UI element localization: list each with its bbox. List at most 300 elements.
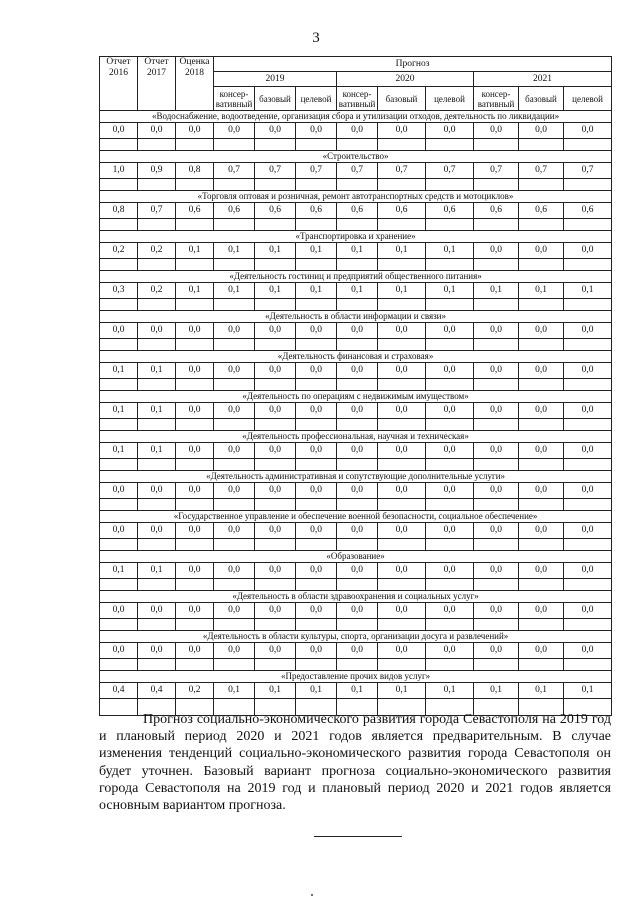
value-cell: 0,0: [564, 323, 612, 339]
spacer-cell: [255, 499, 296, 511]
spacer-cell: [214, 179, 255, 191]
spacer-cell: [519, 499, 564, 511]
value-cell: 0,4: [138, 683, 176, 699]
value-cell: 0,1: [214, 683, 255, 699]
spacer-cell: [564, 459, 612, 471]
header-forecast: Прогноз: [214, 57, 612, 72]
spacer-cell: [378, 579, 426, 591]
value-cell: 0,1: [176, 243, 214, 259]
section-title: «Деятельность финансовая и страховая»: [100, 351, 612, 363]
spacer-cell: [378, 139, 426, 151]
spacer-cell: [255, 579, 296, 591]
spacer-cell: [138, 299, 176, 311]
value-cell: 0,6: [378, 203, 426, 219]
value-cell: 0,0: [214, 643, 255, 659]
value-cell: 0,1: [564, 683, 612, 699]
spacer-cell: [426, 539, 474, 551]
spacer-cell: [296, 379, 337, 391]
value-cell: 0,0: [519, 643, 564, 659]
value-cell: 0,0: [337, 443, 378, 459]
spacer-cell: [378, 459, 426, 471]
spacer-cell: [519, 419, 564, 431]
spacer-cell: [564, 259, 612, 271]
value-cell: 0,2: [176, 683, 214, 699]
value-cell: 0,0: [378, 523, 426, 539]
spacer-cell: [426, 139, 474, 151]
spacer-cell: [378, 179, 426, 191]
spacer-cell: [138, 619, 176, 631]
spacer-cell: [214, 219, 255, 231]
value-cell: 0,0: [519, 603, 564, 619]
section-title: «Образование»: [100, 551, 612, 563]
value-cell: 0,0: [519, 243, 564, 259]
spacer-cell: [100, 219, 138, 231]
value-cell: 0,0: [100, 483, 138, 499]
spacer-cell: [296, 419, 337, 431]
spacer-cell: [296, 259, 337, 271]
header-variant-base: базовый: [519, 87, 564, 111]
value-cell: 0,0: [176, 323, 214, 339]
value-cell: 0,1: [100, 443, 138, 459]
spacer-cell: [255, 139, 296, 151]
spacer-cell: [138, 259, 176, 271]
section-title: «Водоснабжение, водоотведение, организация сбора и утилизации отходов, деятельность по ликвидации»: [100, 111, 612, 123]
spacer-cell: [426, 179, 474, 191]
spacer-cell: [474, 619, 519, 631]
value-cell: 0,0: [337, 323, 378, 339]
value-cell: 0,0: [100, 603, 138, 619]
spacer-row: [100, 579, 612, 591]
value-cell: 0,1: [296, 243, 337, 259]
header-year-2019: 2019: [214, 72, 337, 87]
header-estimate-2018: Оценка 2018: [176, 57, 214, 111]
spacer-cell: [176, 259, 214, 271]
value-cell: 0,0: [337, 483, 378, 499]
value-cell: 0,0: [426, 323, 474, 339]
forecast-table: [99, 56, 612, 716]
value-cell: 0,7: [564, 163, 612, 179]
spacer-cell: [255, 459, 296, 471]
section-title: «Деятельность профессиональная, научная и техническая»: [100, 431, 612, 443]
section-title: «Торговля оптовая и розничная, ремонт автотранспортных средств и мотоциклов»: [100, 191, 612, 203]
spacer-cell: [564, 659, 612, 671]
spacer-cell: [100, 659, 138, 671]
value-cell: 0,0: [296, 603, 337, 619]
value-cell: 0,0: [519, 483, 564, 499]
value-cell: 0,6: [474, 203, 519, 219]
value-cell: 0,0: [138, 603, 176, 619]
spacer-row: [100, 619, 612, 631]
value-cell: 0,0: [296, 523, 337, 539]
spacer-cell: [176, 339, 214, 351]
value-cell: 0,1: [337, 243, 378, 259]
spacer-cell: [214, 579, 255, 591]
section-title-row: [100, 311, 612, 323]
value-cell: 0,7: [138, 203, 176, 219]
spacer-cell: [337, 539, 378, 551]
spacer-cell: [100, 419, 138, 431]
value-cell: 0,0: [378, 363, 426, 379]
spacer-cell: [100, 539, 138, 551]
value-cell: 0,0: [474, 523, 519, 539]
spacer-cell: [337, 379, 378, 391]
header-year-2020: 2020: [337, 72, 474, 87]
value-cell: 0,0: [426, 363, 474, 379]
table-row: [100, 643, 612, 659]
value-cell: 0,8: [100, 203, 138, 219]
value-cell: 0,0: [214, 603, 255, 619]
table-row: [100, 483, 612, 499]
value-cell: 0,0: [426, 563, 474, 579]
spacer-cell: [519, 179, 564, 191]
header-row-1: [100, 57, 612, 72]
spacer-cell: [426, 299, 474, 311]
section-title-row: [100, 471, 612, 483]
value-cell: 0,0: [214, 323, 255, 339]
value-cell: 0,0: [176, 523, 214, 539]
section-title: «Деятельность в области информации и связи»: [100, 311, 612, 323]
spacer-cell: [138, 219, 176, 231]
spacer-cell: [138, 499, 176, 511]
spacer-cell: [474, 259, 519, 271]
spacer-cell: [337, 459, 378, 471]
value-cell: 0,0: [100, 323, 138, 339]
value-cell: 0,7: [474, 163, 519, 179]
spacer-cell: [100, 619, 138, 631]
spacer-cell: [296, 179, 337, 191]
value-cell: 0,0: [337, 403, 378, 419]
section-title-row: [100, 591, 612, 603]
section-title-row: [100, 631, 612, 643]
section-title: «Деятельность в области здравоохранения и социальных услуг»: [100, 591, 612, 603]
spacer-cell: [296, 539, 337, 551]
value-cell: 0,0: [214, 363, 255, 379]
value-cell: 0,0: [564, 603, 612, 619]
spacer-cell: [176, 659, 214, 671]
value-cell: 0,1: [296, 283, 337, 299]
spacer-cell: [378, 499, 426, 511]
value-cell: 0,0: [176, 123, 214, 139]
page-number: 3: [312, 30, 320, 46]
section-title: «Деятельность по операциям с недвижимым имуществом»: [100, 391, 612, 403]
spacer-row: [100, 459, 612, 471]
table-row: [100, 123, 612, 139]
value-cell: 0,0: [214, 523, 255, 539]
header-variant-conservative: консер-вативный: [214, 87, 255, 111]
value-cell: 0,0: [564, 643, 612, 659]
section-title-row: [100, 671, 612, 683]
spacer-cell: [378, 339, 426, 351]
spacer-cell: [255, 379, 296, 391]
value-cell: 0,0: [564, 483, 612, 499]
value-cell: 0,0: [255, 443, 296, 459]
value-cell: 0,0: [138, 323, 176, 339]
value-cell: 0,6: [255, 203, 296, 219]
value-cell: 0,0: [426, 643, 474, 659]
spacer-cell: [474, 299, 519, 311]
value-cell: 0,1: [337, 283, 378, 299]
value-cell: 0,1: [214, 283, 255, 299]
value-cell: 0,0: [426, 603, 474, 619]
header-report-2017: Отчет 2017: [138, 57, 176, 111]
value-cell: 0,0: [564, 123, 612, 139]
spacer-cell: [255, 339, 296, 351]
value-cell: 0,0: [519, 403, 564, 419]
value-cell: 0,0: [564, 363, 612, 379]
spacer-cell: [426, 339, 474, 351]
spacer-cell: [176, 299, 214, 311]
value-cell: 0,6: [337, 203, 378, 219]
value-cell: 0,1: [138, 563, 176, 579]
spacer-cell: [138, 179, 176, 191]
value-cell: 0,0: [564, 563, 612, 579]
spacer-cell: [337, 619, 378, 631]
value-cell: 0,1: [138, 403, 176, 419]
value-cell: 0,0: [474, 363, 519, 379]
spacer-cell: [214, 299, 255, 311]
value-cell: 0,0: [519, 523, 564, 539]
value-cell: 0,0: [176, 443, 214, 459]
value-cell: 0,1: [519, 683, 564, 699]
spacer-cell: [426, 459, 474, 471]
value-cell: 1,0: [100, 163, 138, 179]
value-cell: 0,0: [564, 403, 612, 419]
spacer-cell: [296, 219, 337, 231]
value-cell: 0,0: [378, 643, 426, 659]
value-cell: 0,0: [474, 403, 519, 419]
spacer-cell: [337, 659, 378, 671]
spacer-cell: [426, 619, 474, 631]
value-cell: 0,0: [426, 523, 474, 539]
value-cell: 0,0: [519, 563, 564, 579]
section-title: «Предоставление прочих видов услуг»: [100, 671, 612, 683]
value-cell: 0,0: [214, 483, 255, 499]
spacer-cell: [296, 299, 337, 311]
spacer-cell: [378, 659, 426, 671]
value-cell: 0,6: [564, 203, 612, 219]
value-cell: 0,0: [337, 123, 378, 139]
value-cell: 0,1: [426, 243, 474, 259]
spacer-cell: [519, 259, 564, 271]
value-cell: 0,6: [426, 203, 474, 219]
spacer-cell: [138, 379, 176, 391]
spacer-cell: [378, 419, 426, 431]
spacer-cell: [176, 419, 214, 431]
value-cell: 0,0: [337, 363, 378, 379]
section-title: «Деятельность в области культуры, спорта, организации досуга и развлечений»: [100, 631, 612, 643]
value-cell: 0,0: [255, 563, 296, 579]
value-cell: 0,0: [378, 483, 426, 499]
value-cell: 0,0: [296, 483, 337, 499]
section-title-row: [100, 191, 612, 203]
spacer-cell: [378, 379, 426, 391]
table-row: [100, 163, 612, 179]
spacer-cell: [426, 579, 474, 591]
value-cell: 0,0: [296, 443, 337, 459]
spacer-cell: [255, 619, 296, 631]
value-cell: 0,1: [100, 363, 138, 379]
spacer-cell: [378, 259, 426, 271]
spacer-cell: [255, 259, 296, 271]
spacer-cell: [296, 499, 337, 511]
conclusion-paragraph: [99, 711, 611, 814]
spacer-cell: [519, 219, 564, 231]
value-cell: 0,0: [138, 483, 176, 499]
spacer-cell: [474, 579, 519, 591]
value-cell: 0,9: [138, 163, 176, 179]
spacer-cell: [176, 219, 214, 231]
spacer-cell: [176, 619, 214, 631]
spacer-cell: [214, 539, 255, 551]
spacer-cell: [426, 499, 474, 511]
spacer-cell: [564, 539, 612, 551]
value-cell: 0,0: [378, 603, 426, 619]
spacer-row: [100, 259, 612, 271]
value-cell: 0,0: [426, 483, 474, 499]
value-cell: 0,0: [176, 643, 214, 659]
section-title-row: [100, 551, 612, 563]
value-cell: 0,0: [255, 123, 296, 139]
value-cell: 0,0: [426, 123, 474, 139]
value-cell: 0,0: [255, 603, 296, 619]
spacer-cell: [426, 259, 474, 271]
table-row: [100, 603, 612, 619]
spacer-cell: [378, 299, 426, 311]
value-cell: 0,1: [255, 683, 296, 699]
spacer-cell: [337, 579, 378, 591]
value-cell: 0,1: [296, 683, 337, 699]
spacer-cell: [214, 139, 255, 151]
value-cell: 0,1: [378, 283, 426, 299]
section-title: «Деятельность административная и сопутствующие дополнительные услуги»: [100, 471, 612, 483]
value-cell: 0,1: [378, 243, 426, 259]
value-cell: 0,7: [426, 163, 474, 179]
spacer-cell: [337, 179, 378, 191]
spacer-cell: [378, 219, 426, 231]
value-cell: 0,0: [474, 603, 519, 619]
section-title-row: [100, 271, 612, 283]
spacer-row: [100, 219, 612, 231]
spacer-cell: [474, 139, 519, 151]
spacer-cell: [296, 619, 337, 631]
spacer-cell: [426, 419, 474, 431]
spacer-cell: [564, 339, 612, 351]
value-cell: 0,0: [138, 523, 176, 539]
value-cell: 0,1: [214, 243, 255, 259]
spacer-cell: [100, 379, 138, 391]
value-cell: 0,0: [378, 323, 426, 339]
spacer-cell: [100, 179, 138, 191]
value-cell: 0,0: [519, 363, 564, 379]
value-cell: 0,0: [255, 363, 296, 379]
value-cell: 0,7: [296, 163, 337, 179]
section-title: «Государственное управление и обеспечение военной безопасности, социальное обеспечение»: [100, 511, 612, 523]
value-cell: 0,1: [255, 283, 296, 299]
value-cell: 0,0: [519, 443, 564, 459]
value-cell: 0,0: [564, 243, 612, 259]
spacer-cell: [176, 179, 214, 191]
spacer-cell: [519, 459, 564, 471]
separator-line: [314, 836, 402, 837]
spacer-cell: [138, 539, 176, 551]
spacer-cell: [337, 259, 378, 271]
value-cell: 0,1: [378, 683, 426, 699]
spacer-cell: [474, 339, 519, 351]
value-cell: 0,0: [378, 563, 426, 579]
spacer-cell: [100, 259, 138, 271]
value-cell: 0,2: [138, 243, 176, 259]
spacer-cell: [378, 619, 426, 631]
value-cell: 0,4: [100, 683, 138, 699]
value-cell: 0,0: [296, 643, 337, 659]
spacer-cell: [176, 499, 214, 511]
spacer-cell: [255, 659, 296, 671]
header-variant-base: базовый: [378, 87, 426, 111]
value-cell: 0,0: [176, 563, 214, 579]
spacer-cell: [519, 139, 564, 151]
value-cell: 0,0: [474, 643, 519, 659]
value-cell: 0,6: [176, 203, 214, 219]
spacer-cell: [214, 619, 255, 631]
value-cell: 0,6: [296, 203, 337, 219]
spacer-cell: [214, 459, 255, 471]
value-cell: 0,0: [214, 123, 255, 139]
spacer-cell: [100, 579, 138, 591]
value-cell: 0,0: [337, 603, 378, 619]
value-cell: 0,0: [214, 443, 255, 459]
spacer-row: [100, 179, 612, 191]
spacer-cell: [214, 259, 255, 271]
value-cell: 0,0: [214, 563, 255, 579]
value-cell: 0,0: [100, 643, 138, 659]
value-cell: 0,0: [337, 643, 378, 659]
value-cell: 0,1: [474, 283, 519, 299]
spacer-cell: [337, 339, 378, 351]
value-cell: 0,7: [255, 163, 296, 179]
spacer-row: [100, 419, 612, 431]
table-row: [100, 523, 612, 539]
value-cell: 0,0: [255, 403, 296, 419]
header-variant-base: базовый: [255, 87, 296, 111]
value-cell: 0,0: [378, 443, 426, 459]
spacer-cell: [564, 219, 612, 231]
value-cell: 0,0: [100, 123, 138, 139]
spacer-cell: [296, 459, 337, 471]
spacer-cell: [176, 459, 214, 471]
spacer-cell: [519, 299, 564, 311]
table-row: [100, 323, 612, 339]
value-cell: 0,2: [138, 283, 176, 299]
value-cell: 0,7: [519, 163, 564, 179]
value-cell: 0,0: [176, 403, 214, 419]
spacer-cell: [255, 179, 296, 191]
spacer-cell: [214, 379, 255, 391]
value-cell: 0,6: [214, 203, 255, 219]
value-cell: 0,0: [296, 363, 337, 379]
spacer-cell: [519, 339, 564, 351]
spacer-row: [100, 339, 612, 351]
value-cell: 0,0: [474, 243, 519, 259]
value-cell: 0,0: [474, 443, 519, 459]
table-row: [100, 363, 612, 379]
spacer-cell: [176, 539, 214, 551]
spacer-cell: [474, 419, 519, 431]
value-cell: 0,0: [474, 323, 519, 339]
spacer-cell: [426, 219, 474, 231]
table-row: [100, 243, 612, 259]
page-mark: [311, 894, 313, 896]
value-cell: 0,0: [378, 123, 426, 139]
